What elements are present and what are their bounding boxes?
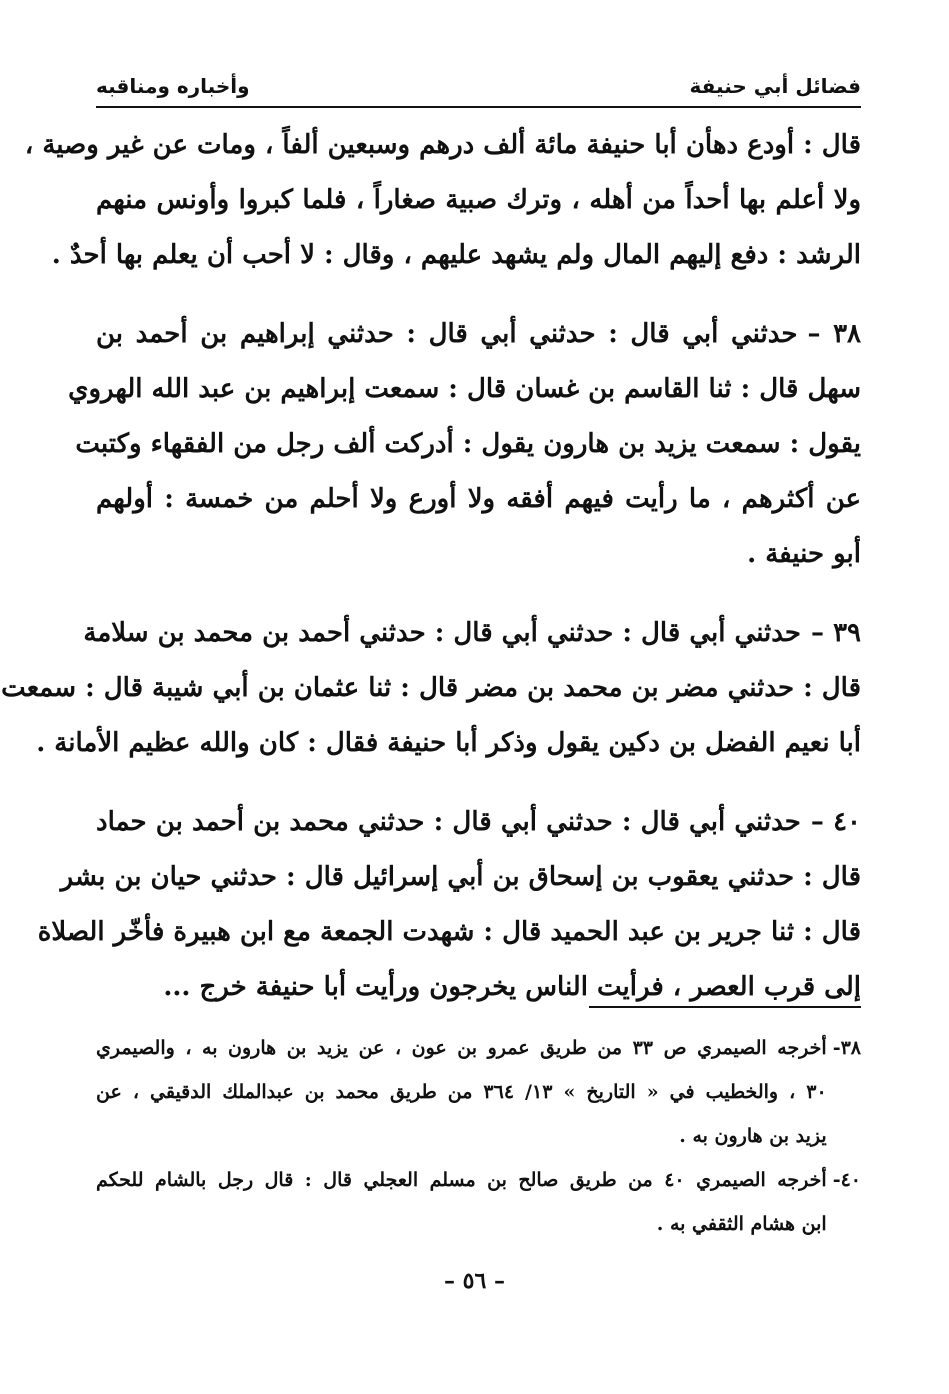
paragraph-38 [68,307,861,582]
text-line [96,795,861,850]
header-book-title: فضائل أبي حنيفة [689,74,861,98]
text-line: ولا أعلم بها أحداً من أهله ، وترك صبية صغاراً ، فلما كبروا وأونس منهم [96,185,861,215]
footnote-line: ٣٠ ، والخطيب في « التاريخ » ١٣/ ٣٦٤ من طريق محمد بن عبدالملك الدقيقي ، عن [96,1081,827,1103]
text-line: إلى قرب العصر ، فرأيت الناس يخرجون ورأيت أبا حنيفة خرج ... [163,972,861,1002]
footnote-40 [96,1158,861,1246]
hadith-number: ٤٠ – [810,807,861,837]
footnote-line: أخرجه الصيمري ص ٣٣ من طريق عمرو بن عون ، عن يزيد بن هارون به ، والصيمري [96,1037,827,1059]
paragraph-39 [1,606,861,771]
text-line-content: حدثني أبي قال : حدثني أبي قال : حدثني محمد بن أحمد بن حماد [96,807,801,837]
text-line: أبو حنيفة . [747,539,861,569]
paragraph-intro [24,118,861,283]
text-line-content: حدثني أبي قال : حدثني أبي قال : حدثني أحمد بن محمد بن سلامة [83,618,801,648]
text-line: سهل قال : ثنا القاسم بن غسان قال : سمعت إبراهيم بن عبد الله الهروي [68,374,861,404]
footnote-38 [96,1026,861,1158]
footnote-text [96,1026,827,1158]
footnote-divider [589,1006,861,1008]
text-line: عن أكثرهم ، ما رأيت فيهم أفقه ولا أورع ولا أحلم من خمسة : أولهم [96,484,861,514]
text-line: قال : ثنا جرير بن عبد الحميد قال : شهدت الجمعة مع ابن هبيرة فأخّر الصلاة [37,917,861,947]
hadith-number: ٣٨ – [807,319,861,349]
text-line-content: حدثني أبي قال : حدثني أبي قال : حدثني إبراهيم بن أحمد بن [96,319,798,349]
text-line: يقول : سمعت يزيد بن هارون يقول : أدركت ألف رجل من الفقهاء وكتبت [75,429,861,459]
footnote-text [96,1158,827,1246]
footnote-number: ٤٠- [832,1169,861,1191]
text-line: أبا نعيم الفضل بن دكين يقول وذكر أبا حنيفة فقال : كان والله عظيم الأمانة . [36,728,861,758]
paragraph-40 [37,795,861,1015]
header-section-title: وأخباره ومناقبه [96,74,250,98]
footnote-number: ٣٨- [832,1037,861,1059]
footnote-line: يزيد بن هارون به . [679,1125,827,1147]
page-header [96,66,861,108]
footnote-line: ابن هشام الثقفي به . [656,1213,827,1235]
hadith-number: ٣٩ – [811,618,861,648]
text-line: قال : حدثني يعقوب بن إسحاق بن أبي إسرائيل قال : حدثني حيان بن بشر [60,862,861,892]
text-line [83,606,861,661]
main-text [1,118,861,1039]
text-line [96,307,861,362]
footnotes [96,1026,861,1246]
text-line: قال : أودع دهأن أبا حنيفة مائة ألف درهم وسبعين ألفاً ، ومات عن غير وصية ، [24,130,861,160]
text-line: قال : حدثني مضر بن محمد بن مضر قال : ثنا عثمان بن أبي شيبة قال : سمعت [1,673,861,703]
text-line: الرشد : دفع إليهم المال ولم يشهد عليهم ، وقال : لا أحب أن يعلم بها أحدٌ . [51,240,861,270]
page-number: – ٥٦ – [444,1268,505,1294]
footnote-line: أخرجه الصيمري ٤٠ من طريق صالح بن مسلم العجلي قال : قال رجل بالشام للحكم [96,1169,827,1191]
